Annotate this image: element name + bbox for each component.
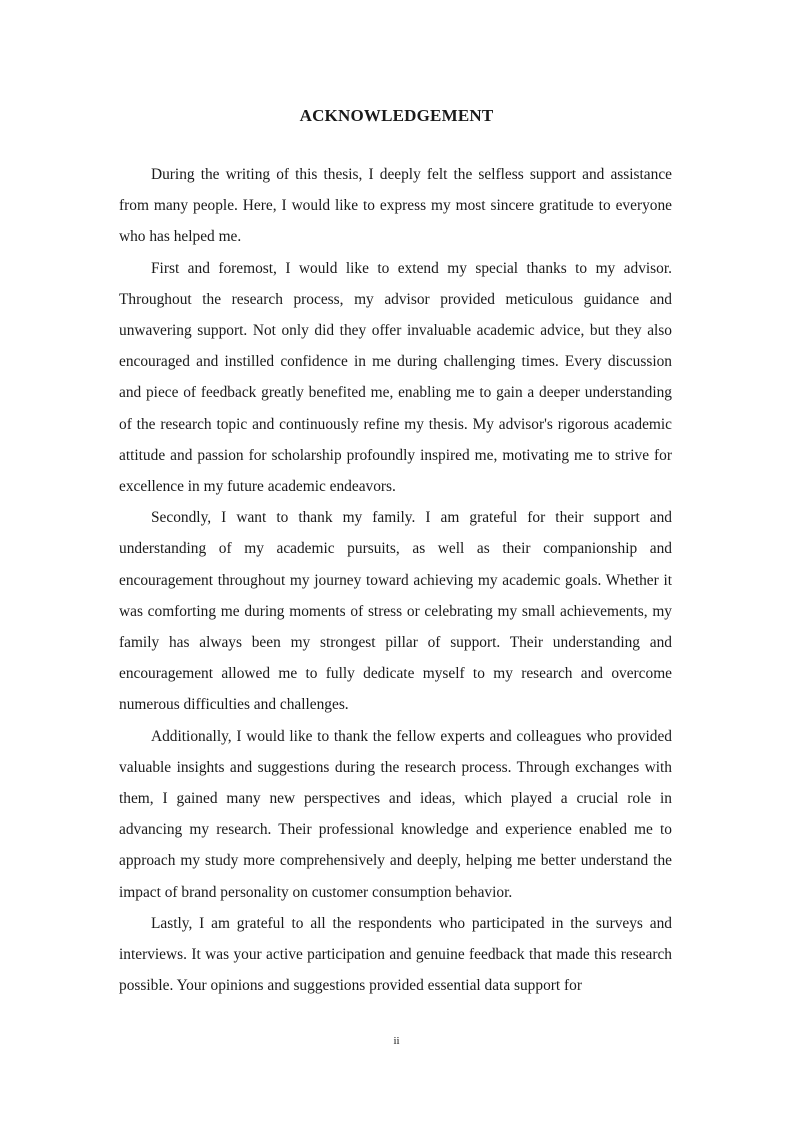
paragraph-colleagues: Additionally, I would like to thank the fellow experts and colleagues who provided valuable insights and suggestions during the research process. Through exchanges with them, I gained many new perspectives and ideas, which played a crucial role in advancing my research. Their professional knowledge and experience enabled me to approach my study more comprehensively and deeply, helping me better understand the impact of brand personality on customer consumption behavior. [119,727,672,901]
paragraph-family: Secondly, I want to thank my family. I am grateful for their support and understanding of my academic pursuits, as well as their companionship and encouragement throughout my journey toward achieving my academic goals. Whether it was comforting me during moments of stress or celebrating my small achievements, my family has always been my strongest pillar of support. Their understanding and encouragement allowed me to fully dedicate myself to my research and overcome numerous difficulties and challenges. [119,509,672,714]
paragraph-respondents: Lastly, I am grateful to all the respondents who participated in the surveys and interviews. It was your active participation and genuine feedback that made this research possible. Your opinions and suggestions provided essential data support for [119,914,672,995]
page-number: ii [393,1035,400,1047]
page-title: ACKNOWLEDGEMENT [299,106,494,125]
paragraph-advisor: First and foremost, I would like to extend my special thanks to my advisor. Throughout the research process, my advisor provided meticulous guidance and unwavering support. Not only did they offer invaluable academic advice, but they also encouraged and instilled confidence in me during challenging times. Every discussion and piece of feedback greatly benefited me, enabling me to gain a deeper understanding of the research topic and continuously refine my thesis. My advisor's rigorous academic attitude and passion for scholarship profoundly inspired me, motivating me to strive for excellence in my future academic endeavors. [119,259,672,496]
acknowledgement-body [119,159,672,1001]
paragraph-intro: During the writing of this thesis, I deeply felt the selfless support and assistance from many people. Here, I would like to express my most sincere gratitude to everyone who has helped me. [119,166,672,246]
